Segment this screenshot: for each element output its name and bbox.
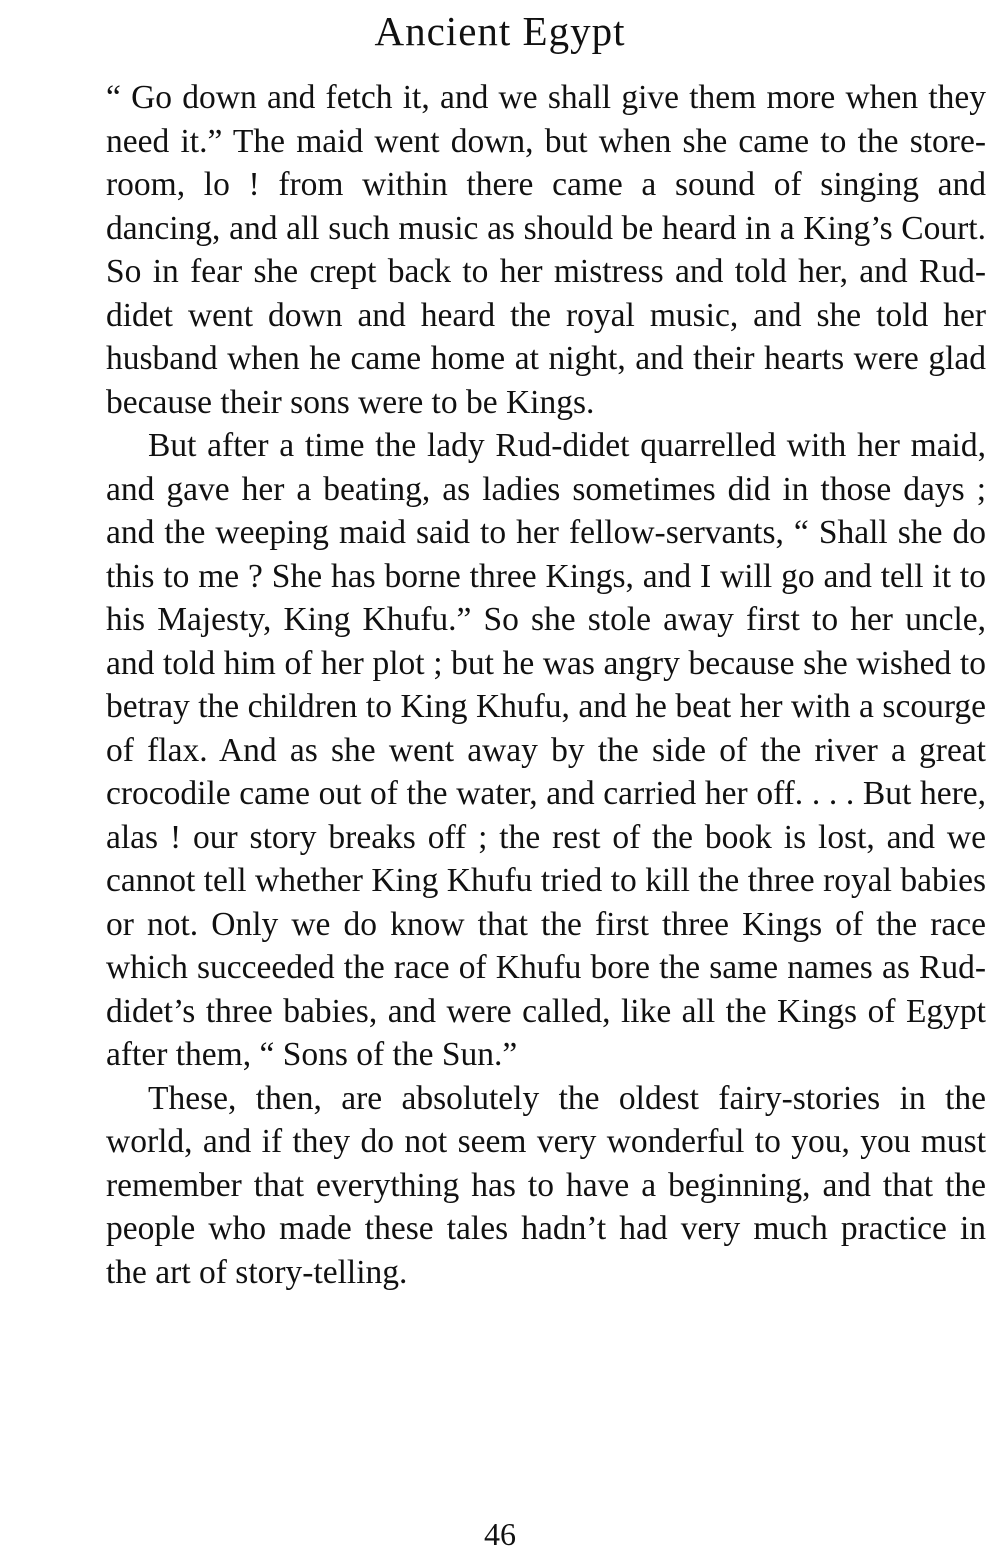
running-title: Ancient Egypt	[374, 8, 626, 54]
paragraph-1: “ Go down and fetch it, and we shall give them more when they need it.” The maid went down, but when she came to the store-room, lo ! from within there came a sound of singing and dancing, and all such music as should be heard in a King’s Court. So in fear she crept back to her mistress and told her, and Rud-didet went down and heard the royal music, and she told her husband when he came home at night, and their hearts were glad because their sons were to be Kings.	[106, 79, 986, 421]
page-number: 46	[484, 1516, 516, 1552]
paragraph-3: These, then, are absolutely the oldest fairy-stories in the world, and if they do not seem very wonderful to you, you must remember that everything has to have a beginning, and that the people who made these tales hadn’t had very much practice in the art of story-telling.	[106, 1079, 986, 1291]
paragraph-2: But after a time the lady Rud-didet quarrelled with her maid, and gave her a beating, as ladies sometimes did in those days ; and the weeping maid said to her fellow-servants, “ Shall she do this to me ? She has borne three Kings, and I will go and tell it to his Majesty, King Khufu.” So she stole away first to her uncle, and told him of her plot ; but he was angry because she wished to betray the children to King Khufu, and he beat her with a scourge of flax. And as she went away by the side of the river a great crocodile came out of the water, and carried her off. . . . But here, alas ! our story breaks off ; the rest of the book is lost, and we cannot tell whether King Khufu tried to kill the three royal babies or not. Only we do know that the first three Kings of the race which succeeded the race of Khufu bore the same names as Rud-didet’s three babies, and were called, like all the Kings of Egypt after them, “ Sons of the Sun.”	[106, 427, 986, 1073]
body-text	[106, 76, 986, 1294]
